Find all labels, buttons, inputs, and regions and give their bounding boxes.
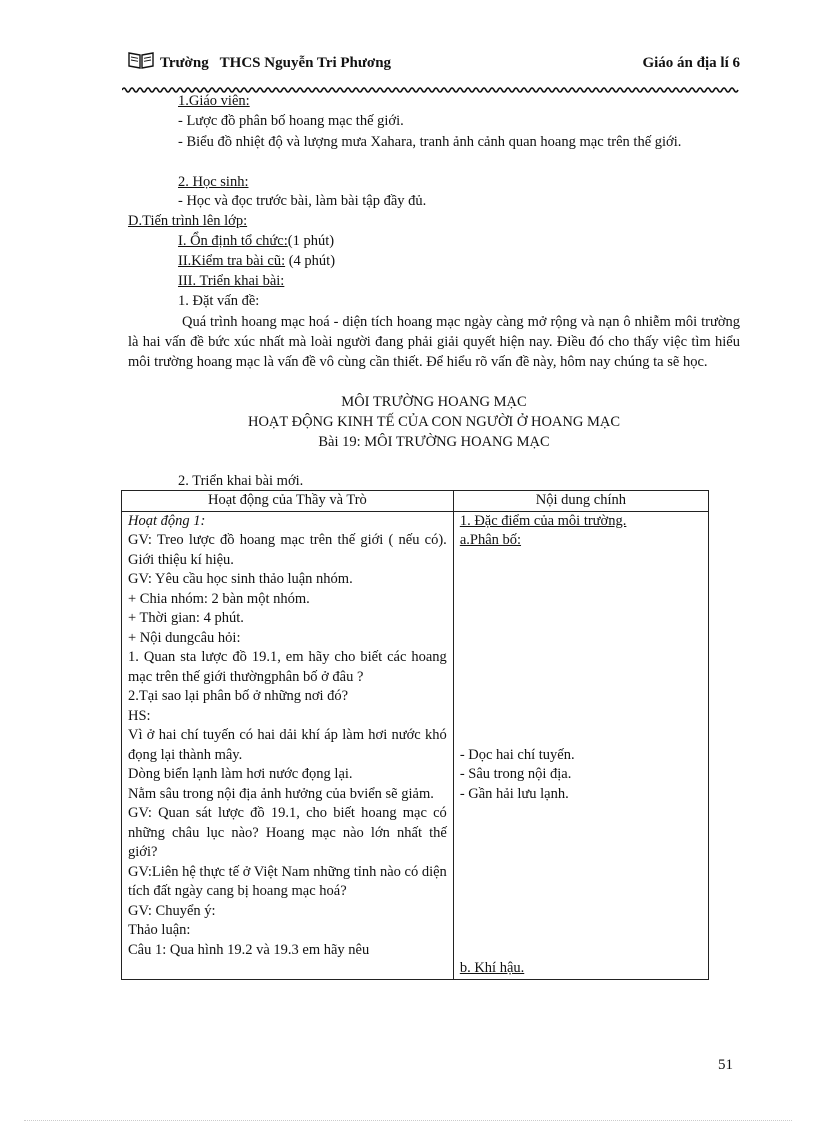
page-header — [128, 50, 740, 78]
activity-line: Câu 1: Qua hình 19.2 và 19.3 em hãy nêu — [128, 941, 370, 958]
student-heading: 2. Học sinh: — [178, 174, 249, 190]
student-item-1: - Học và đọc trước bài, làm bài tập đầy đủ. — [178, 193, 427, 209]
activity-line: + Thời gian: 4 phút. — [128, 610, 244, 626]
column-header: Nội dung chính — [453, 491, 708, 512]
page-footer-rule — [24, 1120, 792, 1121]
content-spacer — [460, 804, 702, 959]
teacher-heading: 1.Giáo viên: — [178, 93, 250, 109]
new-lesson-heading: 2. Triển khai bài mới. — [178, 473, 304, 489]
step-2 — [178, 252, 335, 270]
activity-line: HS: — [128, 707, 151, 724]
lesson-title-2: HOẠT ĐỘNG KINH TẾ CỦA CON NGƯỜI Ở HOANG MẠC — [247, 414, 620, 430]
content-sub-b: b. Khí hậu. — [459, 960, 525, 976]
activity-line: Dòng biển lạnh làm hơi nước đọng lại. — [128, 766, 353, 782]
activity-line: + Chia nhóm: 2 bàn một nhóm. — [128, 590, 310, 607]
content-spacer — [460, 551, 702, 746]
lesson-title-3: Bài 19: MÔI TRƯỜNG HOANG MẠC — [318, 434, 550, 450]
content-section-1: 1. Đặc điểm của môi trường. — [459, 512, 627, 529]
activity-line: GV: Yêu cầu học sinh thảo luận nhóm. — [128, 571, 353, 587]
activity-line: Vì ở hai chí tuyến có hai dải khí áp làm hơi nước khó đọng lại thành mây. — [128, 727, 447, 763]
activity-line: GV: Chuyển ý: — [128, 902, 216, 919]
lesson-plan-title: Giáo án địa lí 6 — [642, 55, 740, 71]
step-1 — [178, 232, 334, 250]
activity-line: GV:Liên hệ thực tế ở Việt Nam những tỉnh nào có diện tích đất ngày cang bị hoang mạc hoá? — [128, 863, 447, 899]
activity-line: + Nội dungcâu hỏi: — [128, 629, 241, 646]
content-point: - Gần hải lưu lạnh. — [459, 785, 569, 802]
content-sub-a: a.Phân bố: — [459, 532, 522, 548]
activity-line: GV: Quan sát lược đồ 19.1, cho biết hoang mạc có những châu lục nào? Hoang mạc nào lớn nhất thế giới? — [128, 805, 447, 860]
teacher-item-2: - Biểu đồ nhiệt độ và lượng mưa Xahara, tranh ảnh cảnh quan hoang mạc trên thế giới. — [178, 134, 682, 150]
step-2-time: (4 phút) — [285, 253, 336, 269]
teacher-student-activities — [122, 511, 454, 979]
step-3-sub: 1. Đặt vấn đề: — [178, 293, 260, 309]
activity-line: GV: Treo lược đồ hoang mạc trên thế giới ( nếu có). Giới thiệu kí hiệu. — [128, 532, 447, 568]
content-point: - Sâu trong nội địa. — [459, 766, 572, 782]
activity-heading: Hoạt động 1: — [128, 512, 206, 529]
step-3: III. Triển khai bài: — [178, 273, 285, 289]
page-number: 51 — [718, 1057, 733, 1073]
activity-line: 2.Tại sao lại phân bố ở những nơi đó? — [128, 688, 349, 704]
step-1-label: I. Ổn định tổ chức: — [178, 233, 288, 249]
step-1-time: (1 phút) — [287, 233, 335, 249]
teacher-item-1: - Lược đồ phân bố hoang mạc thế giới. — [178, 113, 404, 129]
table-header-row — [122, 491, 709, 512]
process-heading: D.Tiến trình lên lớp: — [128, 213, 248, 229]
activity-line: Thảo luận: — [128, 922, 191, 938]
content-point: - Dọc hai chí tuyến. — [459, 746, 575, 763]
school-name: Trường THCS Nguyễn Tri Phương — [160, 55, 392, 71]
activity-line: Nằm sâu trong nội địa ảnh hưởng của bviển sẽ giảm. — [128, 785, 434, 802]
lesson-title-1: MÔI TRƯỜNG HOANG MẠC — [341, 394, 527, 410]
activity-line: 1. Quan sta lược đồ 19.1, em hãy cho biết các hoang mạc trên thế giới thườngphân bố ở đâu ? — [128, 649, 447, 685]
table-row — [122, 511, 709, 979]
lesson-table — [121, 490, 709, 980]
main-content — [453, 511, 708, 979]
column-header: Hoạt động của Thầy và Trò — [122, 491, 454, 512]
open-book-icon — [128, 50, 154, 70]
intro-paragraph: Quá trình hoang mạc hoá - diện tích hoang mạc ngày càng mở rộng và nạn ô nhiễm môi trường là hai vấn đề bức xúc nhất mà loài người đang phải giải quyết hiện nay. Điều đó cho thấy việc tìm hiểu môi trường hoang mạc là vấn đề vô cùng cần thiết. Để hiểu rõ vấn đề này, hôm nay chúng ta sẽ học. — [128, 314, 740, 370]
step-2-label: II.Kiểm tra bài cũ: — [178, 253, 286, 269]
